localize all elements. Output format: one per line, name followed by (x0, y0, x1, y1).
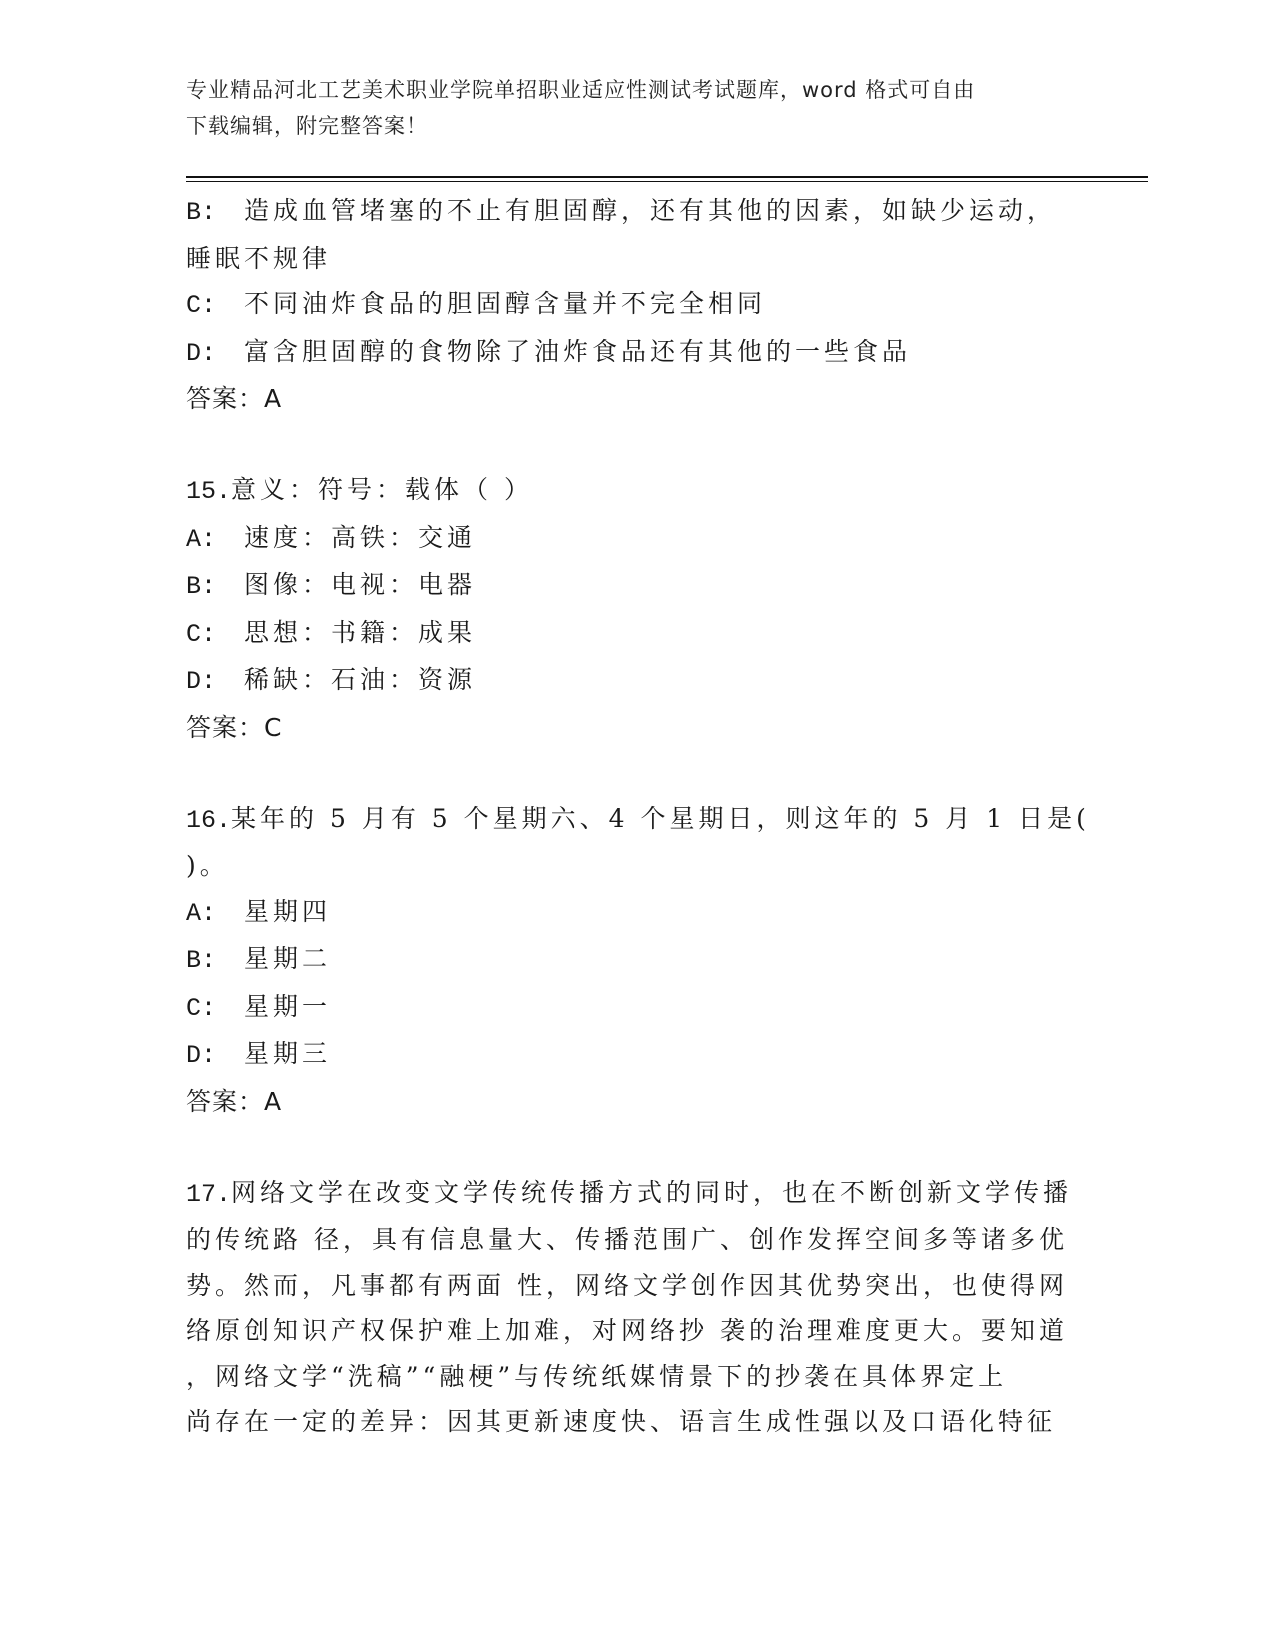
question-stem (186, 1170, 1073, 1218)
option-text: 富含胆固醇的食物除了油炸食品还有其他的一些食品 (244, 336, 912, 366)
option-letter: C: (186, 993, 217, 1023)
header-line-1: 专业精品河北工艺美术职业学院单招职业适应性测试考试题库，word 格式可自由 (186, 78, 976, 102)
option-letter: D: (186, 1041, 217, 1070)
answer-16: 答案：A (186, 1086, 283, 1116)
option-b (186, 188, 1066, 236)
paragraph-line: ，网络文学“洗稿”“融梗”与传统纸媒情景下的抄袭在具体界定上 (186, 1361, 1008, 1391)
header-rule-thick (186, 176, 1148, 178)
option-c (186, 984, 1066, 1032)
question-15 (186, 467, 1066, 750)
option-c (186, 610, 1066, 658)
option-text: 星期二 (244, 944, 332, 973)
option-text: 速度：高铁：交通 (244, 522, 477, 552)
option-b (186, 562, 1066, 610)
option-b-continued: 睡眠不规律 (186, 243, 332, 273)
option-letter: B: (186, 946, 217, 975)
option-text: 星期三 (244, 1039, 332, 1068)
option-text: 不同油炸食品的胆固醇含量并不完全相同 (244, 289, 767, 318)
option-text: 图像：电视：电器 (244, 570, 477, 599)
option-letter: B: (186, 572, 217, 601)
option-d (186, 657, 1066, 705)
option-letter: C: (186, 619, 217, 649)
question-stem (186, 796, 1090, 844)
option-letter: A: (186, 524, 217, 554)
paragraph-line: 势。然而，凡事都有两面 性，网络文学创作因其优势突出，也使得网 (186, 1270, 1068, 1300)
paragraph-line: 络原创知识产权保护难上加难，对网络抄 袭的治理难度更大。要知道 (186, 1316, 1068, 1345)
option-text: 星期四 (244, 896, 332, 926)
question-17 (186, 1170, 1073, 1445)
paragraph-line: 的传统路 径，具有信息量大、传播范围广、创作发挥空间多等诸多优 (186, 1225, 1068, 1254)
question-number: 17. (186, 1179, 232, 1209)
option-text: 思想：书籍：成果 (244, 617, 477, 647)
question-stem (186, 467, 1066, 515)
question-number: 16. (186, 805, 232, 835)
option-letter: C: (186, 291, 217, 320)
answer-14: 答案：A (186, 384, 283, 413)
paragraph-line: 网络文学在改变文学传统传播方式的同时，也在不断创新文学传播 (231, 1177, 1073, 1207)
option-text: 稀缺：石油：资源 (244, 665, 477, 694)
question-text: 某年的 5 月有 5 个星期六、4 个星期日，则这年的 5 月 1 日是( (231, 803, 1090, 833)
option-letter: A: (186, 898, 217, 928)
paragraph-line: 尚存在一定的差异：因其更新速度快、语言生成性强以及口语化特征 (186, 1407, 1057, 1436)
option-text: 造成血管堵塞的不止有胆固醇，还有其他的因素，如缺少运动， (244, 196, 1057, 225)
question-14-options (186, 188, 1066, 422)
answer-15: 答案：C (186, 712, 283, 742)
option-letter: D: (186, 667, 217, 696)
spacer (186, 422, 1066, 468)
spacer (186, 750, 1066, 796)
option-d (186, 329, 1066, 377)
page-header (186, 72, 1066, 144)
option-a (186, 889, 1066, 937)
header-line-2: 下载编辑，附完整答案！ (186, 114, 428, 138)
spacer (186, 1124, 1066, 1170)
question-number: 15. (186, 477, 232, 506)
header-rule-thin (186, 181, 1148, 182)
question-16 (186, 796, 1090, 1125)
option-c (186, 281, 1066, 329)
option-b (186, 936, 1066, 984)
question-text: 意义：符号：载体（ ） (231, 475, 533, 504)
option-letter: D: (186, 338, 217, 368)
option-a (186, 515, 1066, 563)
option-letter: B: (186, 198, 217, 227)
option-d (186, 1031, 1066, 1079)
option-text: 星期一 (244, 991, 332, 1021)
question-stem-continued: )。 (186, 851, 229, 880)
exam-content (186, 188, 1090, 1445)
